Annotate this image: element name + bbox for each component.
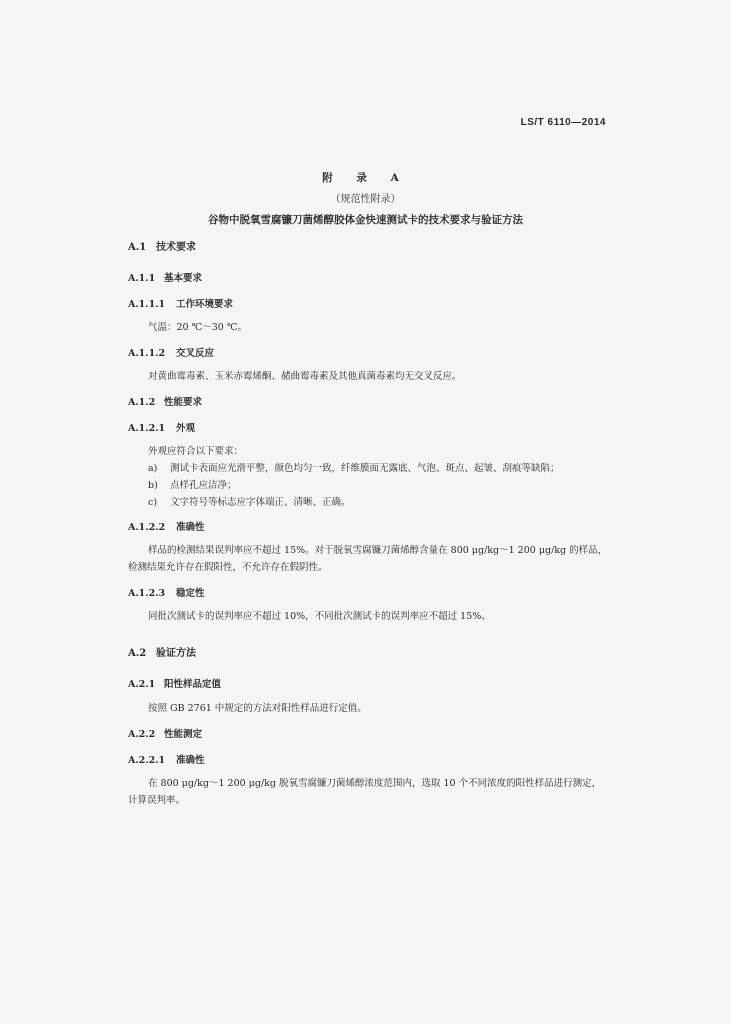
list-item (128, 477, 608, 494)
section-number: A.1.2.2 (128, 522, 166, 533)
list-text: 文字符号等标志应字体端正、清晰、正确。 (170, 497, 351, 508)
clause-heading (128, 341, 608, 366)
section-heading (128, 236, 608, 260)
section-number: A.2.2.1 (128, 755, 166, 766)
subsection-heading (128, 672, 608, 698)
clause-heading (128, 292, 608, 317)
section-title: 基本要求 (164, 273, 203, 284)
clause-heading (128, 515, 608, 540)
section-number: A.1.2 (128, 397, 156, 408)
appendix-type: （规范性附录） (330, 194, 401, 205)
subsection-heading (128, 722, 608, 748)
section-number: A.1.2.3 (128, 588, 166, 599)
section-title: 性能要求 (164, 397, 203, 408)
paragraph: 在 800 μg/kg～1 200 μg/kg 脱氧雪腐镰刀菌烯醇浓度范围内，选取 10 个不同浓度的阳性样品进行测定，计算误判率。 (128, 778, 602, 806)
paragraph: 同批次测试卡的误判率应不超过 10%，不同批次测试卡的误判率应不超过 15%。 (148, 611, 491, 622)
section-number: A.1.1 (128, 273, 156, 284)
section-number: A.2.2 (128, 729, 156, 740)
section-title: 验证方法 (156, 648, 196, 659)
paragraph: 外观应符合以下要求： (148, 446, 244, 457)
subsection-heading (128, 266, 608, 292)
section-number: A.2 (128, 648, 147, 659)
section-number: A.1.2.1 (128, 423, 166, 434)
section-number: A.1.1.1 (128, 299, 166, 310)
section-title: 稳定性 (176, 588, 205, 599)
paragraph: 样品的检测结果误判率应不超过 15%。对于脱氧雪腐镰刀菌烯醇含量在 800 μg/kg～1 200 μg/kg 的样品，检测结果允许存在假阳性，不允许存在假阴性。 (128, 545, 608, 573)
clause-heading (128, 416, 608, 441)
section-title: 交叉反应 (176, 348, 215, 359)
section-title: 性能测定 (164, 729, 203, 740)
section-title: 技术要求 (156, 242, 196, 253)
clause-heading (128, 581, 608, 606)
document-body (128, 236, 608, 814)
clause-heading (128, 748, 608, 773)
list-text: 点样孔应洁净； (170, 480, 237, 491)
list-marker: a) (148, 463, 158, 474)
section-heading (128, 642, 608, 666)
section-number: A.2.1 (128, 679, 156, 690)
list-item (128, 494, 608, 511)
list-marker: c) (148, 497, 158, 508)
subsection-heading (128, 390, 608, 416)
appendix-subtitle: 谷物中脱氧雪腐镰刀菌烯醇胶体金快速测试卡的技术要求与验证方法 (208, 214, 523, 226)
section-title: 外观 (176, 423, 196, 434)
appendix-title: 附 录 A (322, 172, 409, 184)
section-title: 工作环境要求 (176, 299, 234, 310)
paragraph: 对黄曲霉毒素、玉米赤霉烯酮、赭曲霉毒素及其他真菌毒素均无交叉反应。 (148, 371, 462, 382)
appendix-heading (0, 168, 731, 231)
paragraph: 按照 GB 2761 中规定的方法对阳性样品进行定值。 (148, 703, 367, 714)
section-title: 准确性 (176, 522, 205, 533)
list-item (128, 460, 608, 477)
section-number: A.1 (128, 242, 147, 253)
section-title: 准确性 (176, 755, 205, 766)
paragraph: 气温：20 ℃～30 ℃。 (148, 322, 247, 333)
section-number: A.1.1.2 (128, 348, 166, 359)
list-text: 测试卡表面应光滑平整，颜色均匀一致，纤维膜面无露底、气泡、斑点、起皱、刮痕等缺陷； (170, 463, 560, 474)
standard-code: LS/T 6110—2014 (520, 117, 606, 128)
list-marker: b) (148, 480, 158, 491)
section-title: 阳性样品定值 (164, 679, 222, 690)
